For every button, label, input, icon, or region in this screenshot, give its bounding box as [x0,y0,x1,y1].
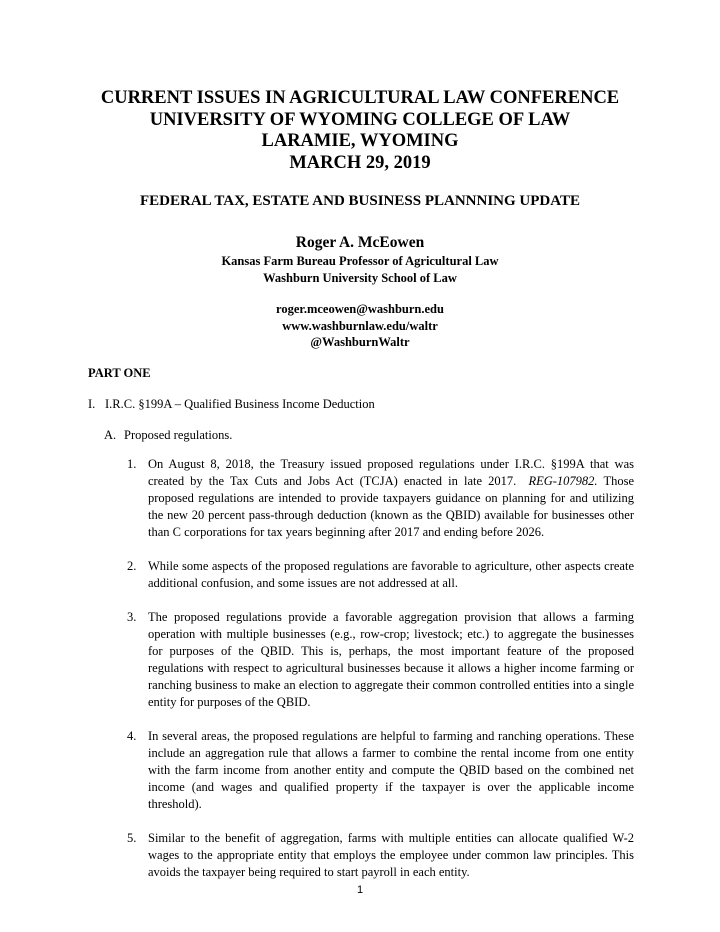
part-heading: PART ONE [88,366,151,380]
title-line: MARCH 29, 2019 [289,152,431,173]
contact-block [0,301,720,351]
section-title: I.R.C. §199A – Qualified Business Income Deduction [105,397,375,411]
subsection-heading [104,428,232,443]
conference-title [0,88,720,174]
list-item [127,558,634,592]
section-heading [88,397,375,412]
author-position: Kansas Farm Bureau Professor of Agricultural Law [221,254,499,268]
subsection-title: Proposed regulations. [124,428,233,442]
list-item-text-continued: Those proposed regulations are intended to provide taxpayers guidance on planning for and utilizing the new 20 percent pass-through deduction (known as the QBID) available for businesses other than C corporations for tax years beginning after 2017 and ending before 2026. [148,474,635,540]
author-twitter: @WashburnWaltr [310,335,410,349]
list-item-text: The proposed regulations provide a favorable aggregation provision that allows a farming operation with multiple businesses (e.g., row-crop; livestock; etc.) to aggregate the businesses for purposes of the QBID. This is, perhaps, the most important feature of the proposed regulations with respect to agricultural businesses because it allows a higher income farming or ranching business to make an election to aggregate their common controlled entities into a single entity for purposes of the QBID. [148,609,634,710]
list-item [127,609,634,712]
list-item-text: In several areas, the proposed regulations are helpful to farming and ranching operations. These include an aggregation rule that allows a farmer to combine the rental income from one entity with the farm income from another entity and compute the QBID based on the combined net income (and wages and qualified property if the taxpayer is over the applicable income threshold). [148,728,634,812]
list-item-number: 1. [127,457,137,471]
list-item-text: Similar to the benefit of aggregation, farms with multiple entities can allocate qualified W-2 wages to the appropriate entity that employs the employee under common law principles. This avoids the taxpayer being required to start payroll in each entity. [148,830,634,879]
list-item [127,728,634,813]
list-item-text: While some aspects of the proposed regulations are favorable to agriculture, other aspects create additional confusion, and some issues are not addressed at all. [148,558,634,591]
regulation-citation: REG-107982. [528,474,598,489]
author-email: roger.mceowen@washburn.edu [276,302,444,316]
list-item-number: 5. [127,830,137,845]
section-number: I. [88,397,96,411]
list-item [127,456,634,541]
title-line: CURRENT ISSUES IN AGRICULTURAL LAW CONFERENCE [100,88,620,108]
list-item [127,830,634,881]
document-subtitle: FEDERAL TAX, ESTATE AND BUSINESS PLANNNING UPDATE [140,193,580,209]
list-item-text: On August 8, 2018, the Treasury issued proposed regulations under I.R.C. §199A that was created by the Tax Cuts and Jobs Act (TCJA) enacted in late 2017. [148,457,634,489]
author-block [0,233,720,286]
list-item-number: 4. [127,728,137,743]
author-name: Roger A. McEowen [295,234,425,251]
numbered-list [127,456,634,897]
list-item-number: 2. [127,558,137,573]
list-item-number: 3. [127,609,137,624]
subsection-letter: A. [104,428,117,442]
author-website: www.washburnlaw.edu/waltr [282,318,438,333]
author-institution: Washburn University School of Law [263,270,457,285]
title-line: LARAMIE, WYOMING [261,131,459,151]
title-line: UNIVERSITY OF WYOMING COLLEGE OF LAW [149,109,571,130]
page-number: 1 [356,884,364,896]
